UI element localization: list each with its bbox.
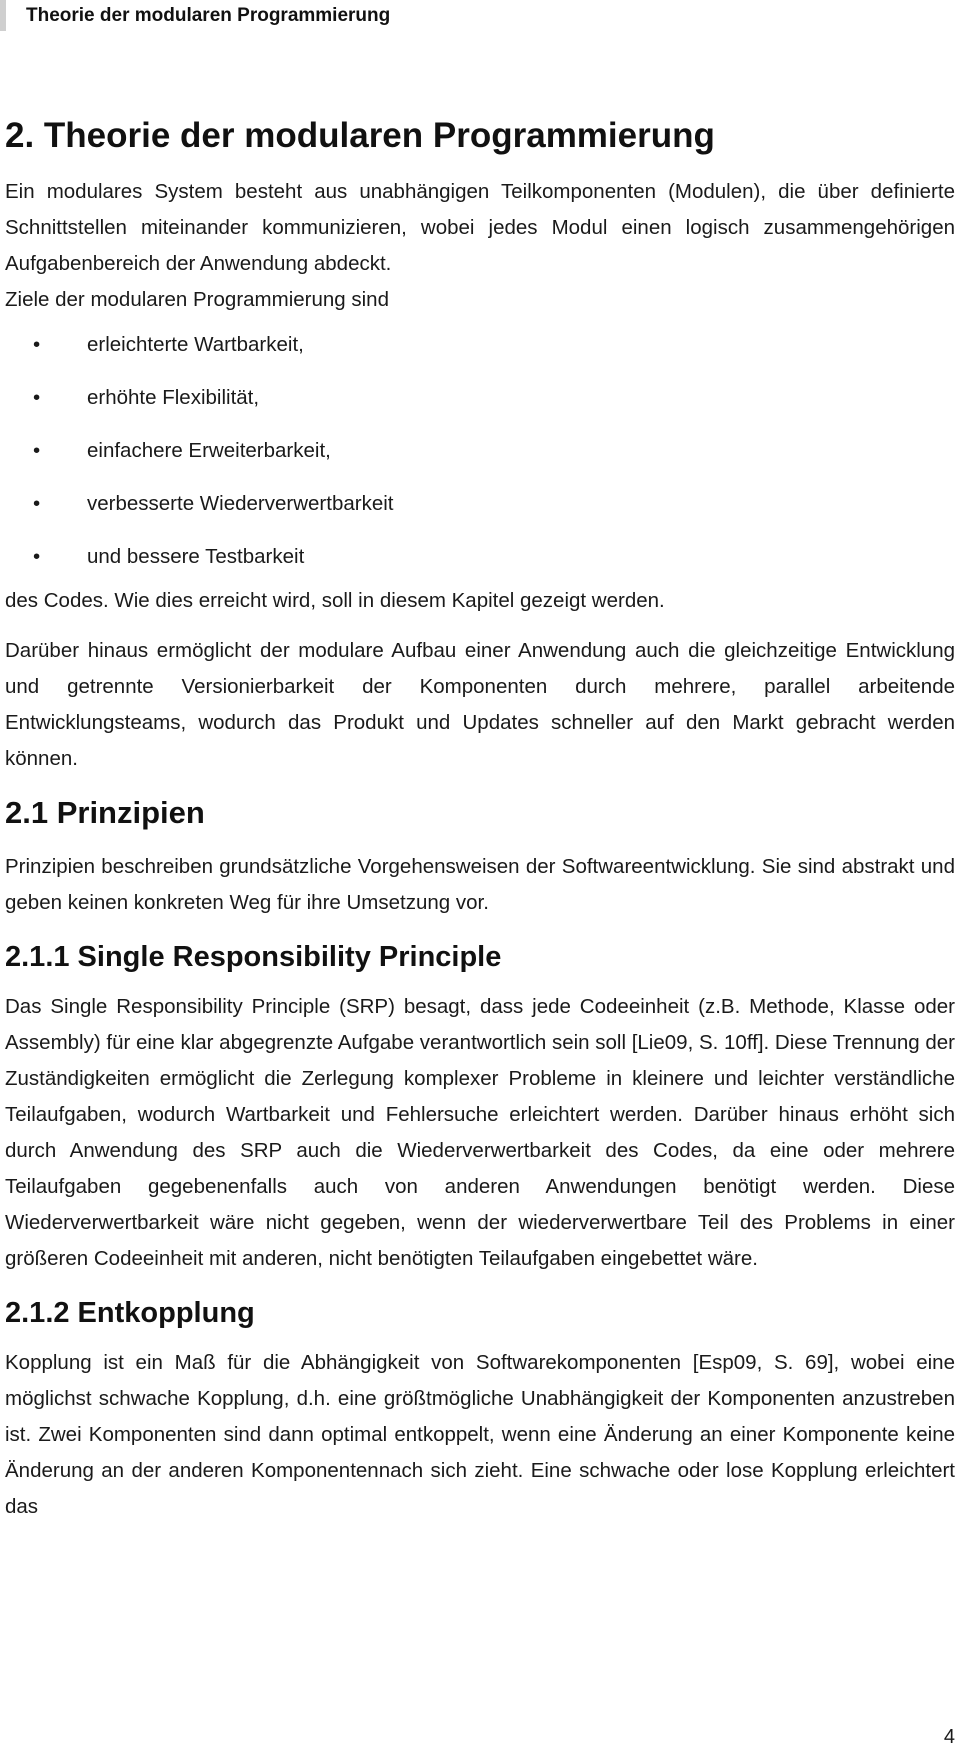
list-item	[5, 424, 955, 477]
list-item-text: erhöhte Flexibilität,	[87, 386, 260, 409]
list-item	[5, 477, 955, 530]
section-2-1-2-title: 2.1.2 Entkopplung	[5, 1297, 255, 1329]
list-item	[5, 530, 955, 583]
list-item	[5, 318, 955, 371]
section-2-1-text: Prinzipien beschreiben grundsätzliche Vorgehensweisen der Softwareentwicklung. Sie sind abstrakt und geben keinen konkreten Weg für ihre Umsetzung vor.	[5, 855, 955, 914]
page-number: 4	[943, 1726, 955, 1748]
list-item-text: und bessere Testbarkeit	[87, 545, 305, 568]
section-2-1-1-title: 2.1.1 Single Responsibility Principle	[5, 941, 502, 973]
bullet-icon: •	[33, 492, 41, 515]
list-item-text: verbesserte Wiederverwertbarkeit	[87, 492, 394, 515]
chapter-title: 2. Theorie der modularen Programmierung	[5, 116, 715, 155]
bullet-icon: •	[33, 545, 41, 568]
section-2-1-1-text: Das Single Responsibility Principle (SRP) besagt, dass jede Codeeinheit (z.B. Methode, Klasse oder Assembly) für eine klar abgegrenzte Aufgabe verantwortlich sein soll [Lie09, S. 10ff]. Diese Trennung der Zuständigkeiten ermöglicht die Zerlegung komplexer Probleme in kleinere und leichter verständliche Teilaufgaben, wodurch Wartbarkeit und Fehlersuche erleichtert werden. Darüber hinaus erhöht sich durch Anwendung des SRP auch die Wiederverwertbarkeit des Codes, da eine oder mehrere Teilaufgaben gegebenenfalls auch von anderen Anwendungen benötigt werden. Diese Wiederverwertbarkeit wäre nicht gegeben, wenn der wiederverwertbare Teil des Problems in einer größeren Codeeinheit mit anderen, nicht benötigten Teilaufgaben eingebettet wäre.	[5, 995, 955, 1270]
running-header: Theorie der modularen Programmierung	[0, 0, 960, 31]
page-content	[5, 112, 955, 1525]
bullet-icon: •	[33, 439, 41, 462]
goals-intro: Ziele der modularen Programmierung sind	[5, 288, 389, 311]
list-item	[5, 371, 955, 424]
list-item-text: einfachere Erweiterbarkeit,	[87, 439, 331, 462]
goals-outro: des Codes. Wie dies erreicht wird, soll in diesem Kapitel gezeigt werden.	[5, 589, 665, 612]
bullet-icon: •	[33, 333, 41, 356]
section-2-1-title: 2.1 Prinzipien	[5, 795, 205, 830]
list-item-text: erleichterte Wartbarkeit,	[87, 333, 304, 356]
chapter-paragraph-2: Darüber hinaus ermöglicht der modulare Aufbau einer Anwendung auch die gleichzeitige Entwicklung und getrennte Versionierbarkeit der Komponenten durch mehrere, parallel arbeitende Entwicklungsteams, wodurch das Produkt und Updates schneller auf den Markt gebracht werden können.	[5, 639, 955, 770]
goals-list	[5, 318, 955, 583]
section-2-1-2-text: Kopplung ist ein Maß für die Abhängigkeit von Softwarekomponenten [Esp09, S. 69], wobei eine möglichst schwache Kopplung, d.h. eine größtmögliche Unabhängigkeit der Komponenten anzustreben ist. Zwei Komponenten sind dann optimal entkoppelt, wenn eine Änderung an einer Komponente keine Änderung an der anderen Komponentennach sich zieht. Eine schwache oder lose Kopplung erleichtert das	[5, 1351, 955, 1518]
bullet-icon: •	[33, 386, 41, 409]
chapter-intro-paragraph: Ein modulares System besteht aus unabhängigen Teilkomponenten (Modulen), die über definierte Schnittstellen miteinander kommunizieren, wobei jedes Modul einen logisch zusammengehörigen Aufgabenbereich der Anwendung abdeckt.	[5, 180, 955, 275]
